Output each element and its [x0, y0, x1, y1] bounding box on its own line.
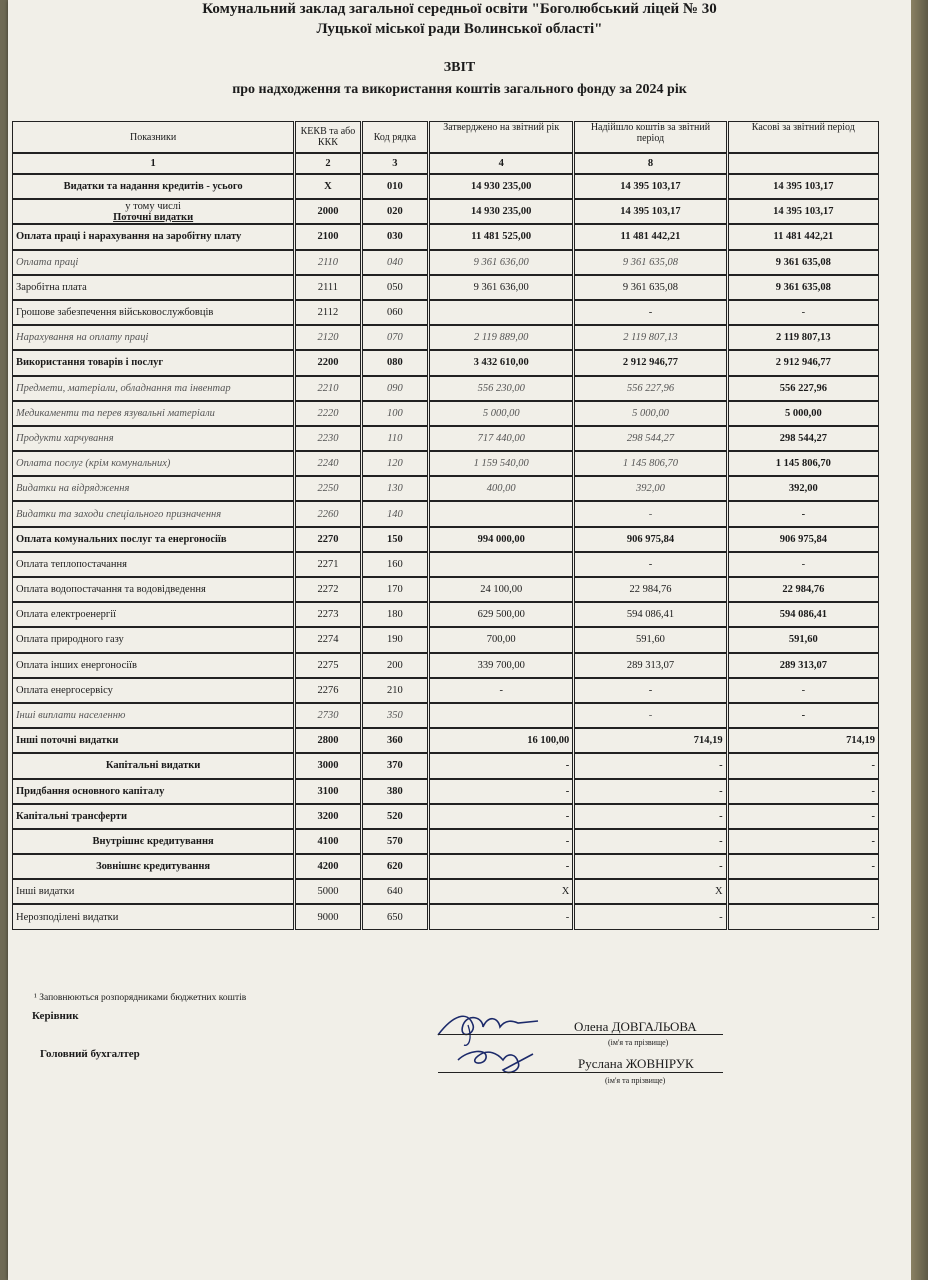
row-approved [429, 703, 573, 728]
col-header-cash: Касові за звітний період [728, 121, 879, 153]
row-label: Оплата електроенергії [12, 602, 294, 627]
row-received: X [574, 879, 726, 904]
row-received: 14 395 103,17 [574, 199, 726, 224]
row-received: 714,19 [574, 728, 726, 753]
row-received: - [574, 703, 726, 728]
row-approved: - [429, 804, 573, 829]
row-code: 360 [362, 728, 428, 753]
row-code: 570 [362, 829, 428, 854]
row-kekv: X [295, 174, 360, 199]
table-row [12, 527, 879, 552]
row-label: Видатки та заходи спеціального призначення [12, 501, 294, 526]
row-label: Медикаменти та перев язувальні матеріали [12, 401, 294, 426]
row-code: 190 [362, 627, 428, 652]
col-number: 2 [295, 153, 360, 174]
row-cash: 591,60 [728, 627, 879, 652]
row-code: 140 [362, 501, 428, 526]
col-header-row-code: Код рядка [362, 121, 428, 153]
row-cash [728, 879, 879, 904]
row-kekv: 2000 [295, 199, 360, 224]
table-row [12, 401, 879, 426]
row-received: 289 313,07 [574, 653, 726, 678]
row-cash: 2 119 807,13 [728, 325, 879, 350]
row-received: 392,00 [574, 476, 726, 501]
row-label [12, 199, 294, 224]
institution-name-line2: Луцької міської ради Волинської області" [316, 21, 603, 37]
row-code: 150 [362, 527, 428, 552]
table-row [12, 678, 879, 703]
row-received: 906 975,84 [574, 527, 726, 552]
table-row [12, 728, 879, 753]
table-row [12, 350, 879, 375]
row-kekv: 5000 [295, 879, 360, 904]
head-name: Олена ДОВГАЛЬОВА [574, 1019, 697, 1034]
row-label: Оплата послуг (крім комунальних) [12, 451, 294, 476]
row-cash: 9 361 635,08 [728, 250, 879, 275]
row-label: Капітальні видатки [12, 753, 294, 778]
row-kekv: 2260 [295, 501, 360, 526]
table-row [12, 703, 879, 728]
row-kekv: 2200 [295, 350, 360, 375]
row-received: 556 227,96 [574, 376, 726, 401]
row-received: - [574, 753, 726, 778]
table-row [12, 376, 879, 401]
row-approved [429, 300, 573, 325]
row-approved: 24 100,00 [429, 577, 573, 602]
row-code: 070 [362, 325, 428, 350]
table-row [12, 602, 879, 627]
row-kekv: 2120 [295, 325, 360, 350]
row-cash: - [728, 678, 879, 703]
row-kekv: 9000 [295, 904, 360, 929]
row-received: 9 361 635,08 [574, 275, 726, 300]
row-received: 9 361 635,08 [574, 250, 726, 275]
row-cash: - [728, 300, 879, 325]
row-kekv: 4100 [295, 829, 360, 854]
row-label: Внутрішнє кредитування [12, 829, 294, 854]
row-label: Нерозподілені видатки [12, 904, 294, 929]
row-received: - [574, 804, 726, 829]
row-label: Оплата водопостачання та водовідведення [12, 577, 294, 602]
row-approved: 16 100,00 [429, 728, 573, 753]
accountant-name-caption: (ім'я та прізвище) [605, 1076, 666, 1085]
row-code: 200 [362, 653, 428, 678]
row-label: Оплата праці [12, 250, 294, 275]
row-received: 11 481 442,21 [574, 224, 726, 249]
row-kekv: 2272 [295, 577, 360, 602]
table-row [12, 854, 879, 879]
row-code: 060 [362, 300, 428, 325]
row-cash: - [728, 779, 879, 804]
row-received: 2 912 946,77 [574, 350, 726, 375]
table-row [12, 275, 879, 300]
row-approved: 629 500,00 [429, 602, 573, 627]
col-header-received: Надійшло коштів за звітний період [574, 121, 726, 153]
row-received: - [574, 779, 726, 804]
row-code: 350 [362, 703, 428, 728]
row-cash: 11 481 442,21 [728, 224, 879, 249]
institution-name-line1: Комунальний заклад загальної середньої освіти "Боголюбський ліцей № 30 [202, 1, 717, 17]
row-cash: 392,00 [728, 476, 879, 501]
row-label: Оплата праці і нарахування на заробітну плату [12, 224, 294, 249]
table-row [12, 300, 879, 325]
row-received: - [574, 829, 726, 854]
report-table [11, 121, 880, 930]
row-label: Капітальні трансферти [12, 804, 294, 829]
row-cash: - [728, 552, 879, 577]
row-approved: 1 159 540,00 [429, 451, 573, 476]
table-row [12, 451, 879, 476]
head-name-caption: (ім'я та прізвище) [608, 1038, 669, 1047]
row-label: Продукти харчування [12, 426, 294, 451]
row-cash: - [728, 854, 879, 879]
accountant-name: Руслана ЖОВНІРУК [578, 1056, 694, 1071]
table-row [12, 476, 879, 501]
row-kekv: 2240 [295, 451, 360, 476]
row-approved: - [429, 854, 573, 879]
row-received: 591,60 [574, 627, 726, 652]
table-row [12, 426, 879, 451]
row-received: 594 086,41 [574, 602, 726, 627]
row-received: - [574, 501, 726, 526]
table-row [12, 224, 879, 249]
row-kekv: 2275 [295, 653, 360, 678]
row-label: Використання товарів і послуг [12, 350, 294, 375]
row-kekv: 2270 [295, 527, 360, 552]
row-cash: 594 086,41 [728, 602, 879, 627]
row-approved: 5 000,00 [429, 401, 573, 426]
col-number: 3 [362, 153, 428, 174]
row-approved: 400,00 [429, 476, 573, 501]
row-cash: - [728, 703, 879, 728]
row-code: 130 [362, 476, 428, 501]
row-approved: 9 361 636,00 [429, 275, 573, 300]
row-label: Інші поточні видатки [12, 728, 294, 753]
row-received: - [574, 300, 726, 325]
row-cash: - [728, 501, 879, 526]
row-label: Грошове забезпечення військовослужбовців [12, 300, 294, 325]
accountant-signature-line [438, 1072, 723, 1073]
row-code: 100 [362, 401, 428, 426]
table-row [12, 199, 879, 224]
row-approved: 2 119 889,00 [429, 325, 573, 350]
report-subtitle: про надходження та використання коштів загального фонду за 2024 рік [232, 82, 687, 97]
row-received: - [574, 552, 726, 577]
table-row [12, 829, 879, 854]
table-row [12, 174, 879, 199]
row-code: 080 [362, 350, 428, 375]
row-label: Оплата комунальних послуг та енергоносіїв [12, 527, 294, 552]
table-row [12, 653, 879, 678]
row-approved [429, 501, 573, 526]
row-cash: - [728, 904, 879, 929]
row-kekv: 2110 [295, 250, 360, 275]
row-code: 640 [362, 879, 428, 904]
row-label: Інші видатки [12, 879, 294, 904]
row-label: Предмети, матеріали, обладнання та інвентар [12, 376, 294, 401]
table-body [12, 174, 879, 930]
row-approved: 700,00 [429, 627, 573, 652]
row-kekv: 3200 [295, 804, 360, 829]
row-code: 380 [362, 779, 428, 804]
row-cash: 289 313,07 [728, 653, 879, 678]
row-label: Оплата інших енергоносіїв [12, 653, 294, 678]
row-kekv: 3000 [295, 753, 360, 778]
row-kekv: 2250 [295, 476, 360, 501]
row-code: 160 [362, 552, 428, 577]
row-kekv: 2230 [295, 426, 360, 451]
row-approved: 11 481 525,00 [429, 224, 573, 249]
row-received: 298 544,27 [574, 426, 726, 451]
row-cash: 714,19 [728, 728, 879, 753]
row-approved: 556 230,00 [429, 376, 573, 401]
row-approved: - [429, 753, 573, 778]
row-kekv: 4200 [295, 854, 360, 879]
table-row [12, 779, 879, 804]
row-label: Заробітна плата [12, 275, 294, 300]
report-sheet [8, 0, 911, 1280]
report-title: ЗВІТ [443, 60, 476, 75]
row-cash: - [728, 829, 879, 854]
row-code: 040 [362, 250, 428, 275]
row-received: - [574, 854, 726, 879]
row-label: Зовнішнє кредитування [12, 854, 294, 879]
row-label: Видатки та надання кредитів - усього [12, 174, 294, 199]
row-kekv: 3100 [295, 779, 360, 804]
row-code: 120 [362, 451, 428, 476]
row-approved: 14 930 235,00 [429, 174, 573, 199]
row-kekv: 2274 [295, 627, 360, 652]
row-approved: 14 930 235,00 [429, 199, 573, 224]
row-label: Інші виплати населенню [12, 703, 294, 728]
row-kekv: 2112 [295, 300, 360, 325]
row-label: Придбання основного капіталу [12, 779, 294, 804]
row-label: Нарахування на оплату праці [12, 325, 294, 350]
row-code: 010 [362, 174, 428, 199]
row-cash: - [728, 753, 879, 778]
table-row [12, 577, 879, 602]
row-code: 020 [362, 199, 428, 224]
row-code: 050 [362, 275, 428, 300]
row-kekv: 2210 [295, 376, 360, 401]
row-code: 090 [362, 376, 428, 401]
row-approved: X [429, 879, 573, 904]
row-kekv: 2276 [295, 678, 360, 703]
row-received: - [574, 678, 726, 703]
row-approved: 3 432 610,00 [429, 350, 573, 375]
row-approved: - [429, 779, 573, 804]
row-label: Видатки на відрядження [12, 476, 294, 501]
footnote: ¹ Заповнюються розпорядниками бюджетних коштів [34, 993, 247, 1003]
col-header-indicator: Показники [12, 121, 294, 153]
accountant-signature [448, 1040, 548, 1080]
row-received: 1 145 806,70 [574, 451, 726, 476]
row-label-line1: у тому числі [125, 200, 181, 212]
row-cash: - [728, 804, 879, 829]
table-row [12, 627, 879, 652]
row-code: 170 [362, 577, 428, 602]
col-number: 4 [429, 153, 573, 174]
row-code: 180 [362, 602, 428, 627]
col-header-kekv: КЕКВ та або ККК [295, 121, 360, 153]
row-kekv: 2220 [295, 401, 360, 426]
col-number: 8 [574, 153, 726, 174]
row-approved: 339 700,00 [429, 653, 573, 678]
row-code: 110 [362, 426, 428, 451]
table-row [12, 804, 879, 829]
row-approved: - [429, 829, 573, 854]
row-kekv: 2730 [295, 703, 360, 728]
row-cash: 298 544,27 [728, 426, 879, 451]
accountant-title: Головний бухгалтер [40, 1048, 140, 1060]
row-cash: 22 984,76 [728, 577, 879, 602]
row-code: 620 [362, 854, 428, 879]
table-row [12, 904, 879, 929]
row-cash: 9 361 635,08 [728, 275, 879, 300]
row-cash: 1 145 806,70 [728, 451, 879, 476]
row-cash: 14 395 103,17 [728, 174, 879, 199]
row-cash: 5 000,00 [728, 401, 879, 426]
row-kekv: 2100 [295, 224, 360, 249]
table-row [12, 501, 879, 526]
table-row [12, 879, 879, 904]
row-code: 210 [362, 678, 428, 703]
row-cash: 2 912 946,77 [728, 350, 879, 375]
row-code: 650 [362, 904, 428, 929]
table-row [12, 250, 879, 275]
row-received: 14 395 103,17 [574, 174, 726, 199]
column-number-row [12, 153, 879, 174]
row-label: Оплата природного газу [12, 627, 294, 652]
row-kekv: 2273 [295, 602, 360, 627]
head-title: Керівник [32, 1010, 79, 1022]
row-code: 370 [362, 753, 428, 778]
row-approved [429, 552, 573, 577]
col-number [728, 153, 879, 174]
row-approved: 994 000,00 [429, 527, 573, 552]
row-received: 5 000,00 [574, 401, 726, 426]
row-received: - [574, 904, 726, 929]
row-received: 22 984,76 [574, 577, 726, 602]
row-received: 2 119 807,13 [574, 325, 726, 350]
row-label: Оплата енергосервісу [12, 678, 294, 703]
table-header-row [12, 121, 879, 153]
row-label-line2: Поточні видатки [113, 211, 194, 223]
table-row [12, 753, 879, 778]
col-header-approved: Затверджено на звітний рік [429, 121, 573, 153]
row-cash: 906 975,84 [728, 527, 879, 552]
row-approved: 717 440,00 [429, 426, 573, 451]
row-kekv: 2271 [295, 552, 360, 577]
table-row [12, 552, 879, 577]
row-label: Оплата теплопостачання [12, 552, 294, 577]
row-cash: 14 395 103,17 [728, 199, 879, 224]
table-row [12, 325, 879, 350]
row-code: 030 [362, 224, 428, 249]
page-edge-shadow [911, 0, 928, 1280]
row-approved: 9 361 636,00 [429, 250, 573, 275]
row-approved: - [429, 678, 573, 703]
col-number: 1 [12, 153, 294, 174]
row-code: 520 [362, 804, 428, 829]
row-kekv: 2111 [295, 275, 360, 300]
row-approved: - [429, 904, 573, 929]
row-kekv: 2800 [295, 728, 360, 753]
row-cash: 556 227,96 [728, 376, 879, 401]
